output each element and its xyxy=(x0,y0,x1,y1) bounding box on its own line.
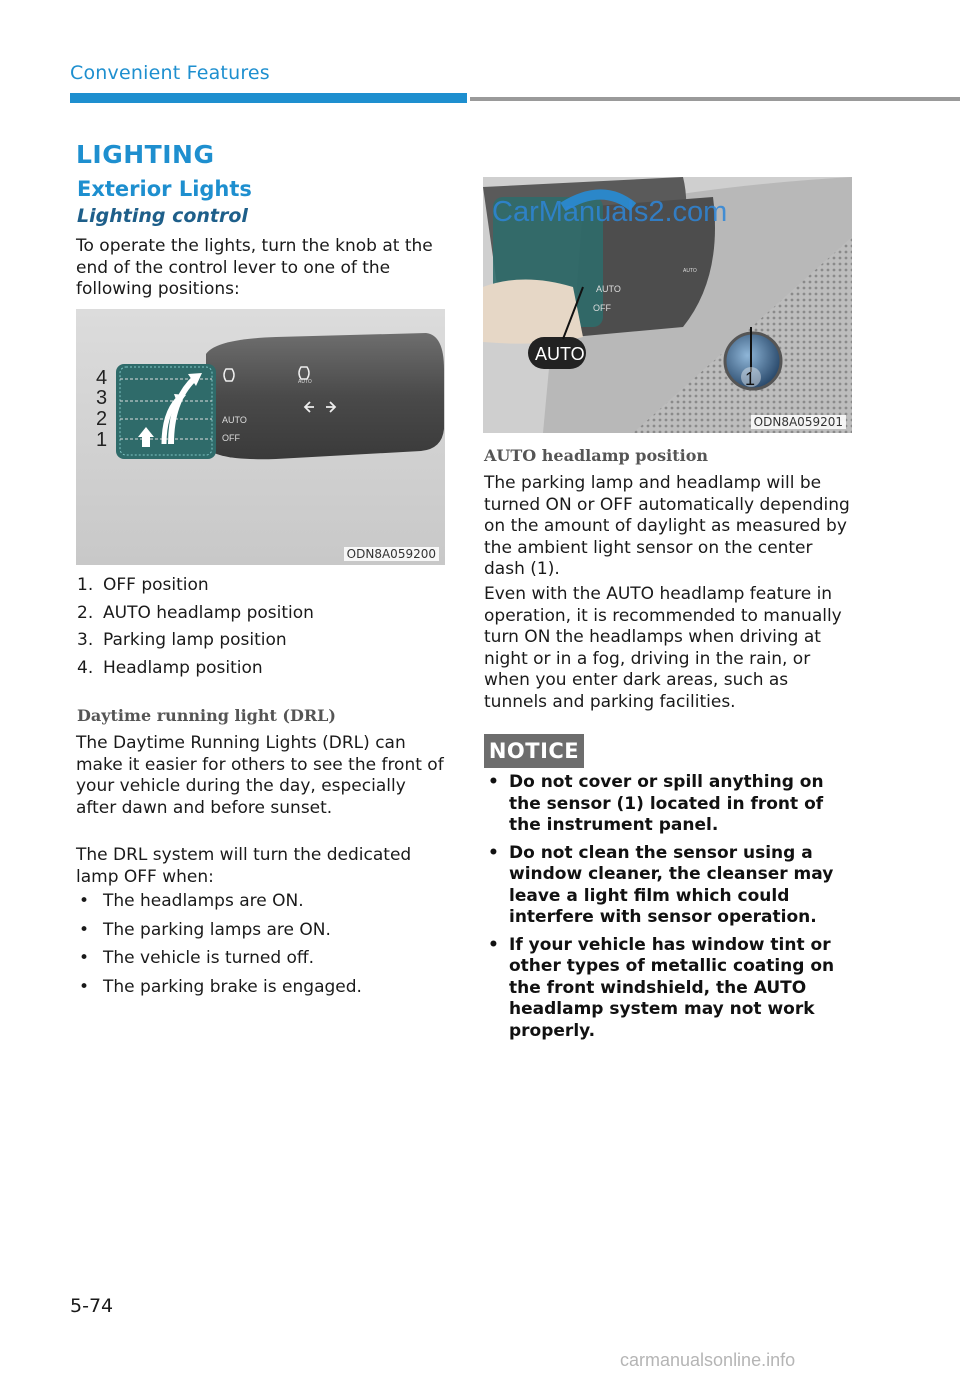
callout-4: 4 xyxy=(96,367,108,389)
section-title: LIGHTING xyxy=(76,140,215,169)
list-item: 1. OFF position xyxy=(77,575,209,595)
intro-paragraph: To operate the lights, turn the knob at the end of the control lever to one of the following positions: xyxy=(76,236,433,299)
watermark-carmanuals: CarManuals2.com xyxy=(492,196,728,228)
auto-callout-label: AUTO xyxy=(535,344,585,364)
list-item: • The parking brake is engaged. xyxy=(77,977,447,1006)
lever-label-auto: AUTO xyxy=(222,415,247,425)
drl-paragraph-1: The Daytime Running Lights (DRL) can make it easier for others to see the front of your vehicle during the day, especially after dawn and before sunset. xyxy=(76,733,444,818)
list-item: • The parking lamps are ON. xyxy=(77,920,447,949)
auto-heading: AUTO headlamp position xyxy=(484,446,708,465)
list-item: • The vehicle is turned off. xyxy=(77,948,447,977)
subsection-title: Exterior Lights xyxy=(77,177,252,201)
figure-code: ODN8A059201 xyxy=(751,415,846,429)
callout-2: 2 xyxy=(96,408,108,430)
positions-list xyxy=(77,575,437,685)
auto-paragraph-2: Even with the AUTO headlamp feature in operation, it is recommended to manually turn ON the headlamps when driving at night or in a fog, driving in the rain, or when you enter dark areas, such as tunnels and parking facilities. xyxy=(484,584,842,712)
lever-label-auto-small: AUTO xyxy=(298,379,312,385)
callout-1: 1 xyxy=(745,369,756,389)
sensor-label-auto: AUTO xyxy=(596,284,621,294)
auto-paragraph-1: The parking lamp and headlamp will be turned ON or OFF automatically depending on the amount of daylight as measured by the ambient light sensor on the center dash (1). xyxy=(484,473,850,579)
sensor-label-off: OFF xyxy=(593,303,611,313)
callout-1: 1 xyxy=(96,429,108,451)
list-item: 2. AUTO headlamp position xyxy=(77,602,314,623)
figure-code: ODN8A059200 xyxy=(344,547,439,561)
list-item: 4. Headlamp position xyxy=(77,657,263,678)
list-item: • The headlamps are ON. xyxy=(77,891,447,920)
page-number: 5-74 xyxy=(70,1295,114,1317)
lever-illustration xyxy=(76,309,445,565)
list-item: • Do not cover or spill anything on the sensor (1) located in front of the instrument panel. xyxy=(487,772,847,837)
lever-label-off: OFF xyxy=(222,433,240,443)
header-bar-gray xyxy=(470,97,960,101)
header-title: Convenient Features xyxy=(70,62,270,84)
drl-paragraph-2: The DRL system will turn the dedicated lamp OFF when: xyxy=(76,845,412,887)
footer-watermark: carmanualsonline.info xyxy=(620,1350,796,1370)
subsubsection-title: Lighting control xyxy=(77,205,248,227)
list-item: • Do not clean the sensor using a window cleaner, the cleanser may leave a light film which could interfere with sensor operation. xyxy=(487,843,847,929)
list-item: 3. Parking lamp position xyxy=(77,630,287,650)
callout-3: 3 xyxy=(96,387,108,409)
notice-badge: NOTICE xyxy=(484,734,584,768)
drl-bullets xyxy=(77,891,447,1005)
notice-list xyxy=(487,772,847,1048)
header-bar-blue xyxy=(70,93,467,103)
figure-lever xyxy=(76,309,445,565)
drl-heading: Daytime running light (DRL) xyxy=(77,706,336,725)
sensor-label-auto-small: AUTO xyxy=(683,268,697,274)
list-item: • If your vehicle has window tint or other types of metallic coating on the front windshield, the AUTO headlamp system may not work properly. xyxy=(487,935,847,1043)
